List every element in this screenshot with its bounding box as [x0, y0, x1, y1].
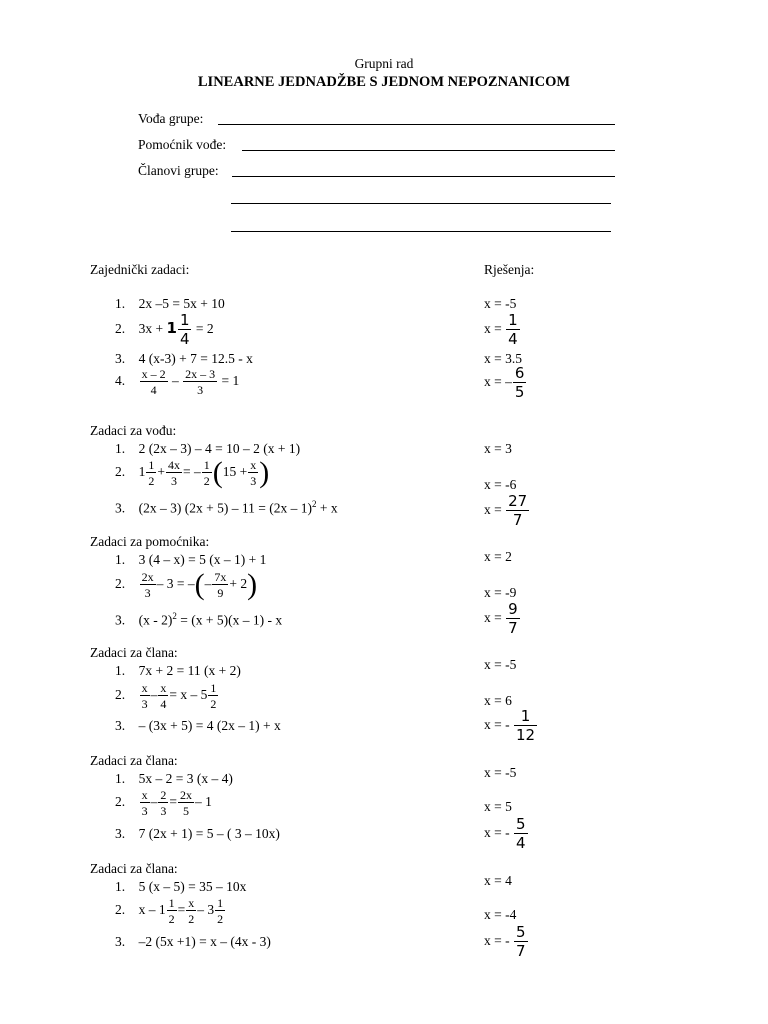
member2-answer-2: x = 5 — [484, 799, 512, 814]
member2-problem-3: 3. 7 (2x + 1) = 5 – ( 3 – 10x) — [115, 826, 280, 841]
leader-problem-3: 3. (2x – 3) (2x + 5) – 11 = (2x – 1)$^2$ + x — [115, 499, 338, 516]
member-name-line-3[interactable] — [231, 231, 611, 232]
member2-heading: Zadaci za člana: — [90, 753, 178, 768]
common-heading: Zajednički zadaci: — [90, 262, 190, 277]
member1-answer-1: x = -5 — [484, 657, 517, 672]
assistant-answer-3: x = $\frac{9}{7}$ — [484, 600, 518, 637]
member-name-line-1[interactable] — [232, 176, 615, 177]
member1-heading: Zadaci za člana: — [90, 645, 178, 660]
assistant-problem-2: 2. $\frac{2x}{3}$ – 3 = –(– $\frac{7x}{9}$ + 2) — [115, 568, 258, 601]
assistant-name-line[interactable] — [242, 150, 615, 151]
leader-problem-1: 1. 2 (2x – 3) – 4 = 10 – 2 (x + 1) — [115, 441, 301, 456]
common-problem-4: 4. $\frac{x - 2}{4}$ – $\frac{2x - 3}{3}$ = 1 — [115, 367, 240, 397]
page-title: LINEARNE JEDNADŽBE S JEDNOM NEPOZNANICOM — [197, 74, 571, 90]
assistant-problem-1: 1. 3 (4 – x) = 5 (x – 1) + 1 — [115, 552, 267, 567]
leader-answer-2: x = -6 — [484, 477, 517, 492]
member1-problem-3: 3. – (3x + 5) = 4 (2x – 1) + x — [115, 718, 281, 733]
common-answer-2: x = $\frac{1}{4}$ — [484, 311, 518, 348]
member3-problem-1: 1. 5 (x – 5) = 35 – 10x — [115, 879, 247, 894]
assistant-heading: Zadaci za pomoćnika: — [90, 534, 210, 549]
member1-problem-2: 2. $\frac{x}{3}$ – $\frac{x}{4}$ = x – 5 $\frac{1}{2}$ — [115, 681, 217, 711]
leader-problem-2: 2. 1 $\frac{1}{2}$ + $\frac{4x}{3}$ = – $\frac{1}{2}$ (15 + $\frac{x}{3}$ ) — [115, 456, 270, 489]
assistant-problem-3: 3. (x - 2)$^2$ = (x + 5)(x – 1) - x — [115, 611, 283, 628]
leader-answer-1: x = 3 — [484, 441, 512, 456]
assistant-label: Pomoćnik vođe: — [138, 137, 227, 152]
member2-answer-1: x = -5 — [484, 765, 517, 780]
member1-problem-1: 1. 7x + 2 = 11 (x + 2) — [115, 663, 241, 678]
common-answer-3: x = 3.5 — [484, 351, 522, 366]
member3-problem-2: 2. x – 1 $\frac{1}{2}$ = $\frac{x}{2}$ – 3 $\frac{1}{2}$ — [115, 896, 224, 926]
members-label: Članovi grupe: — [138, 163, 219, 178]
member3-answer-2: x = -4 — [484, 907, 517, 922]
leader-answer-3: x = $\frac{27}{7}$ — [484, 492, 528, 529]
member2-problem-2: 2. $\frac{x}{3}$ – $\frac{2}{3}$ = $\frac{2x}{5}$ – 1 — [115, 788, 212, 818]
common-problem-3: 3. 4 (x-3) + 7 = 12.5 - x — [115, 351, 253, 366]
leader-heading: Zadaci za vođu: — [90, 423, 177, 438]
common-answer-4: x = – $\frac{6}{5}$ — [484, 364, 525, 401]
solutions-heading: Rješenja: — [484, 262, 535, 277]
assistant-answer-1: x = 2 — [484, 549, 512, 564]
member3-problem-3: 3. –2 (5x +1) = x – (4x - 3) — [115, 934, 271, 949]
leader-name-line[interactable] — [218, 124, 615, 125]
member1-answer-3: x = - $\frac{1}{12}$ — [484, 707, 536, 744]
member1-answer-2: x = 6 — [484, 693, 512, 708]
member2-answer-3: x = - $\frac{5}{4}$ — [484, 815, 526, 852]
member3-answer-1: x = 4 — [484, 873, 512, 888]
common-problem-1: 1. 2x –5 = 5x + 10 — [115, 296, 225, 311]
member3-heading: Zadaci za člana: — [90, 861, 178, 876]
common-answer-1: x = -5 — [484, 296, 517, 311]
assistant-answer-2: x = -9 — [484, 585, 517, 600]
common-problem-2: 2. 3x + 1 $\frac{1}{4}$ = 2 — [115, 311, 214, 348]
leader-label: Vođa grupe: — [138, 111, 204, 126]
member-name-line-2[interactable] — [231, 203, 611, 204]
member2-problem-1: 1. 5x – 2 = 3 (x – 4) — [115, 771, 233, 786]
subtitle: Grupni rad — [354, 56, 414, 71]
member3-answer-3: x = - $\frac{5}{7}$ — [484, 923, 526, 960]
